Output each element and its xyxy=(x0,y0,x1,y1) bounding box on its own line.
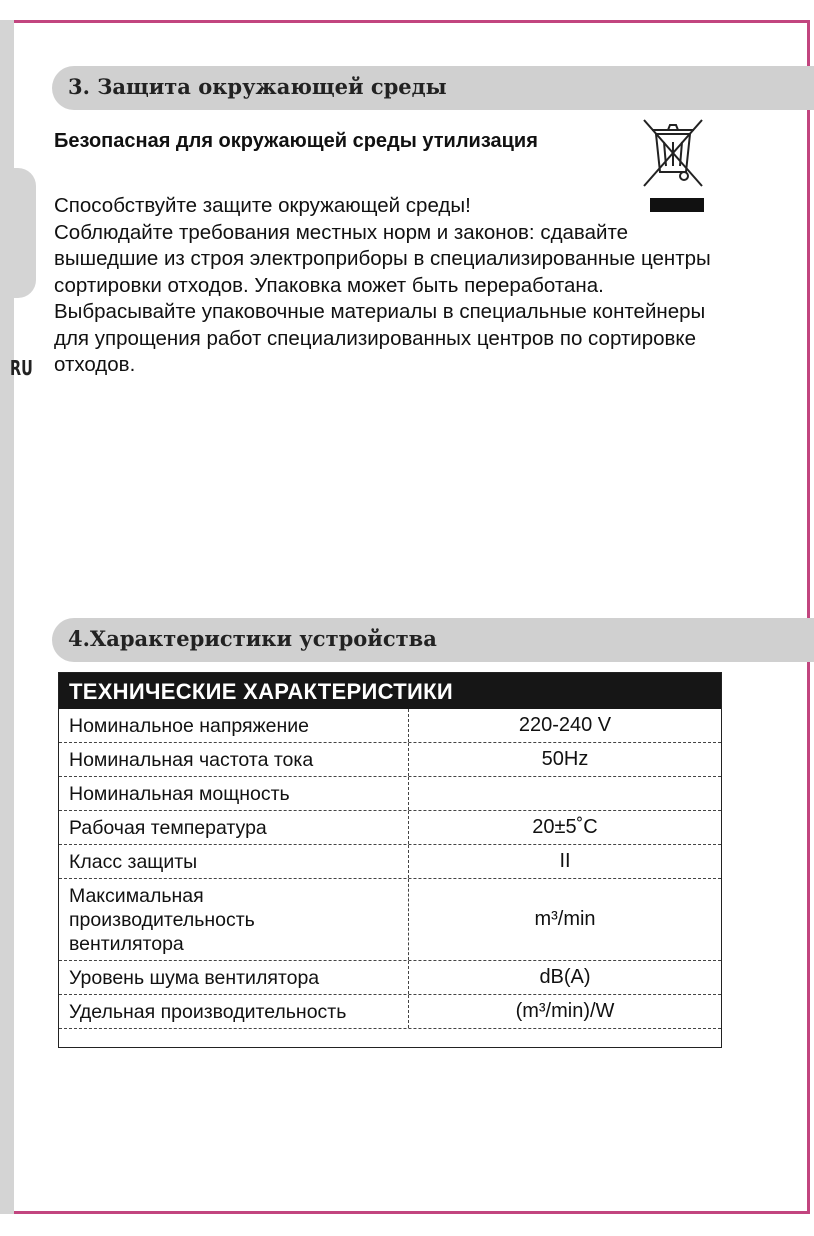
spec-label: Удельная производительность xyxy=(59,995,409,1028)
section-4-bar xyxy=(52,618,814,662)
spec-label: Уровень шума вентилятора xyxy=(59,961,409,994)
paragraph: Способствуйте защите окружающей среды! xyxy=(54,194,471,217)
spec-value: II xyxy=(559,850,571,872)
spec-label: Максимальная производительность вентилятора xyxy=(59,879,409,960)
spec-table-header: ТЕХНИЧЕСКИЕ ХАРАКТЕРИСТИКИ xyxy=(59,673,721,709)
spec-table xyxy=(58,672,722,1048)
spec-value xyxy=(409,777,721,810)
table-row xyxy=(59,777,721,811)
spec-value: 220-240 V xyxy=(518,714,612,736)
spec-label: Номинальное напряжение xyxy=(59,709,409,742)
spec-label: Класс защиты xyxy=(59,845,409,878)
spec-label: Номинальная частота тока xyxy=(59,743,409,776)
spec-value: dB(A) xyxy=(539,966,591,988)
spec-value: 20±5˚C xyxy=(532,816,598,838)
table-row xyxy=(59,743,721,777)
section-3-bar xyxy=(52,66,814,110)
table-row xyxy=(59,709,721,743)
table-row xyxy=(59,845,721,879)
disposal-subheading: Безопасная для окружающей среды утилизация xyxy=(54,130,538,152)
table-row xyxy=(59,879,721,961)
spec-value: m³/min xyxy=(534,908,596,930)
section-4-title: 4.Характеристики устройства xyxy=(68,626,437,651)
crossed-out-wheelie-bin-icon xyxy=(640,116,706,190)
paragraph: Соблюдайте требования местных норм и законов: сдавайте вышедшие из строя электроприборы в специализированные центры сортировки отходов. Упаковка может быть переработана. Выбрасывайте упаковочные материалы в специальные контейнеры для упрощения работ специализированных центров по сортировке отходов. xyxy=(54,220,711,376)
table-row xyxy=(59,961,721,995)
environment-text xyxy=(54,193,734,379)
spec-value: 50Hz xyxy=(541,748,589,770)
spec-label: Номинальная мощность xyxy=(59,777,409,810)
section-3-title: 3. Защита окружающей среды xyxy=(68,74,447,99)
table-row xyxy=(59,995,721,1029)
table-row xyxy=(59,811,721,845)
spec-value: (m³/min)/W xyxy=(515,1000,615,1022)
spec-label: Рабочая температура xyxy=(59,811,409,844)
language-label: RU xyxy=(10,356,33,380)
